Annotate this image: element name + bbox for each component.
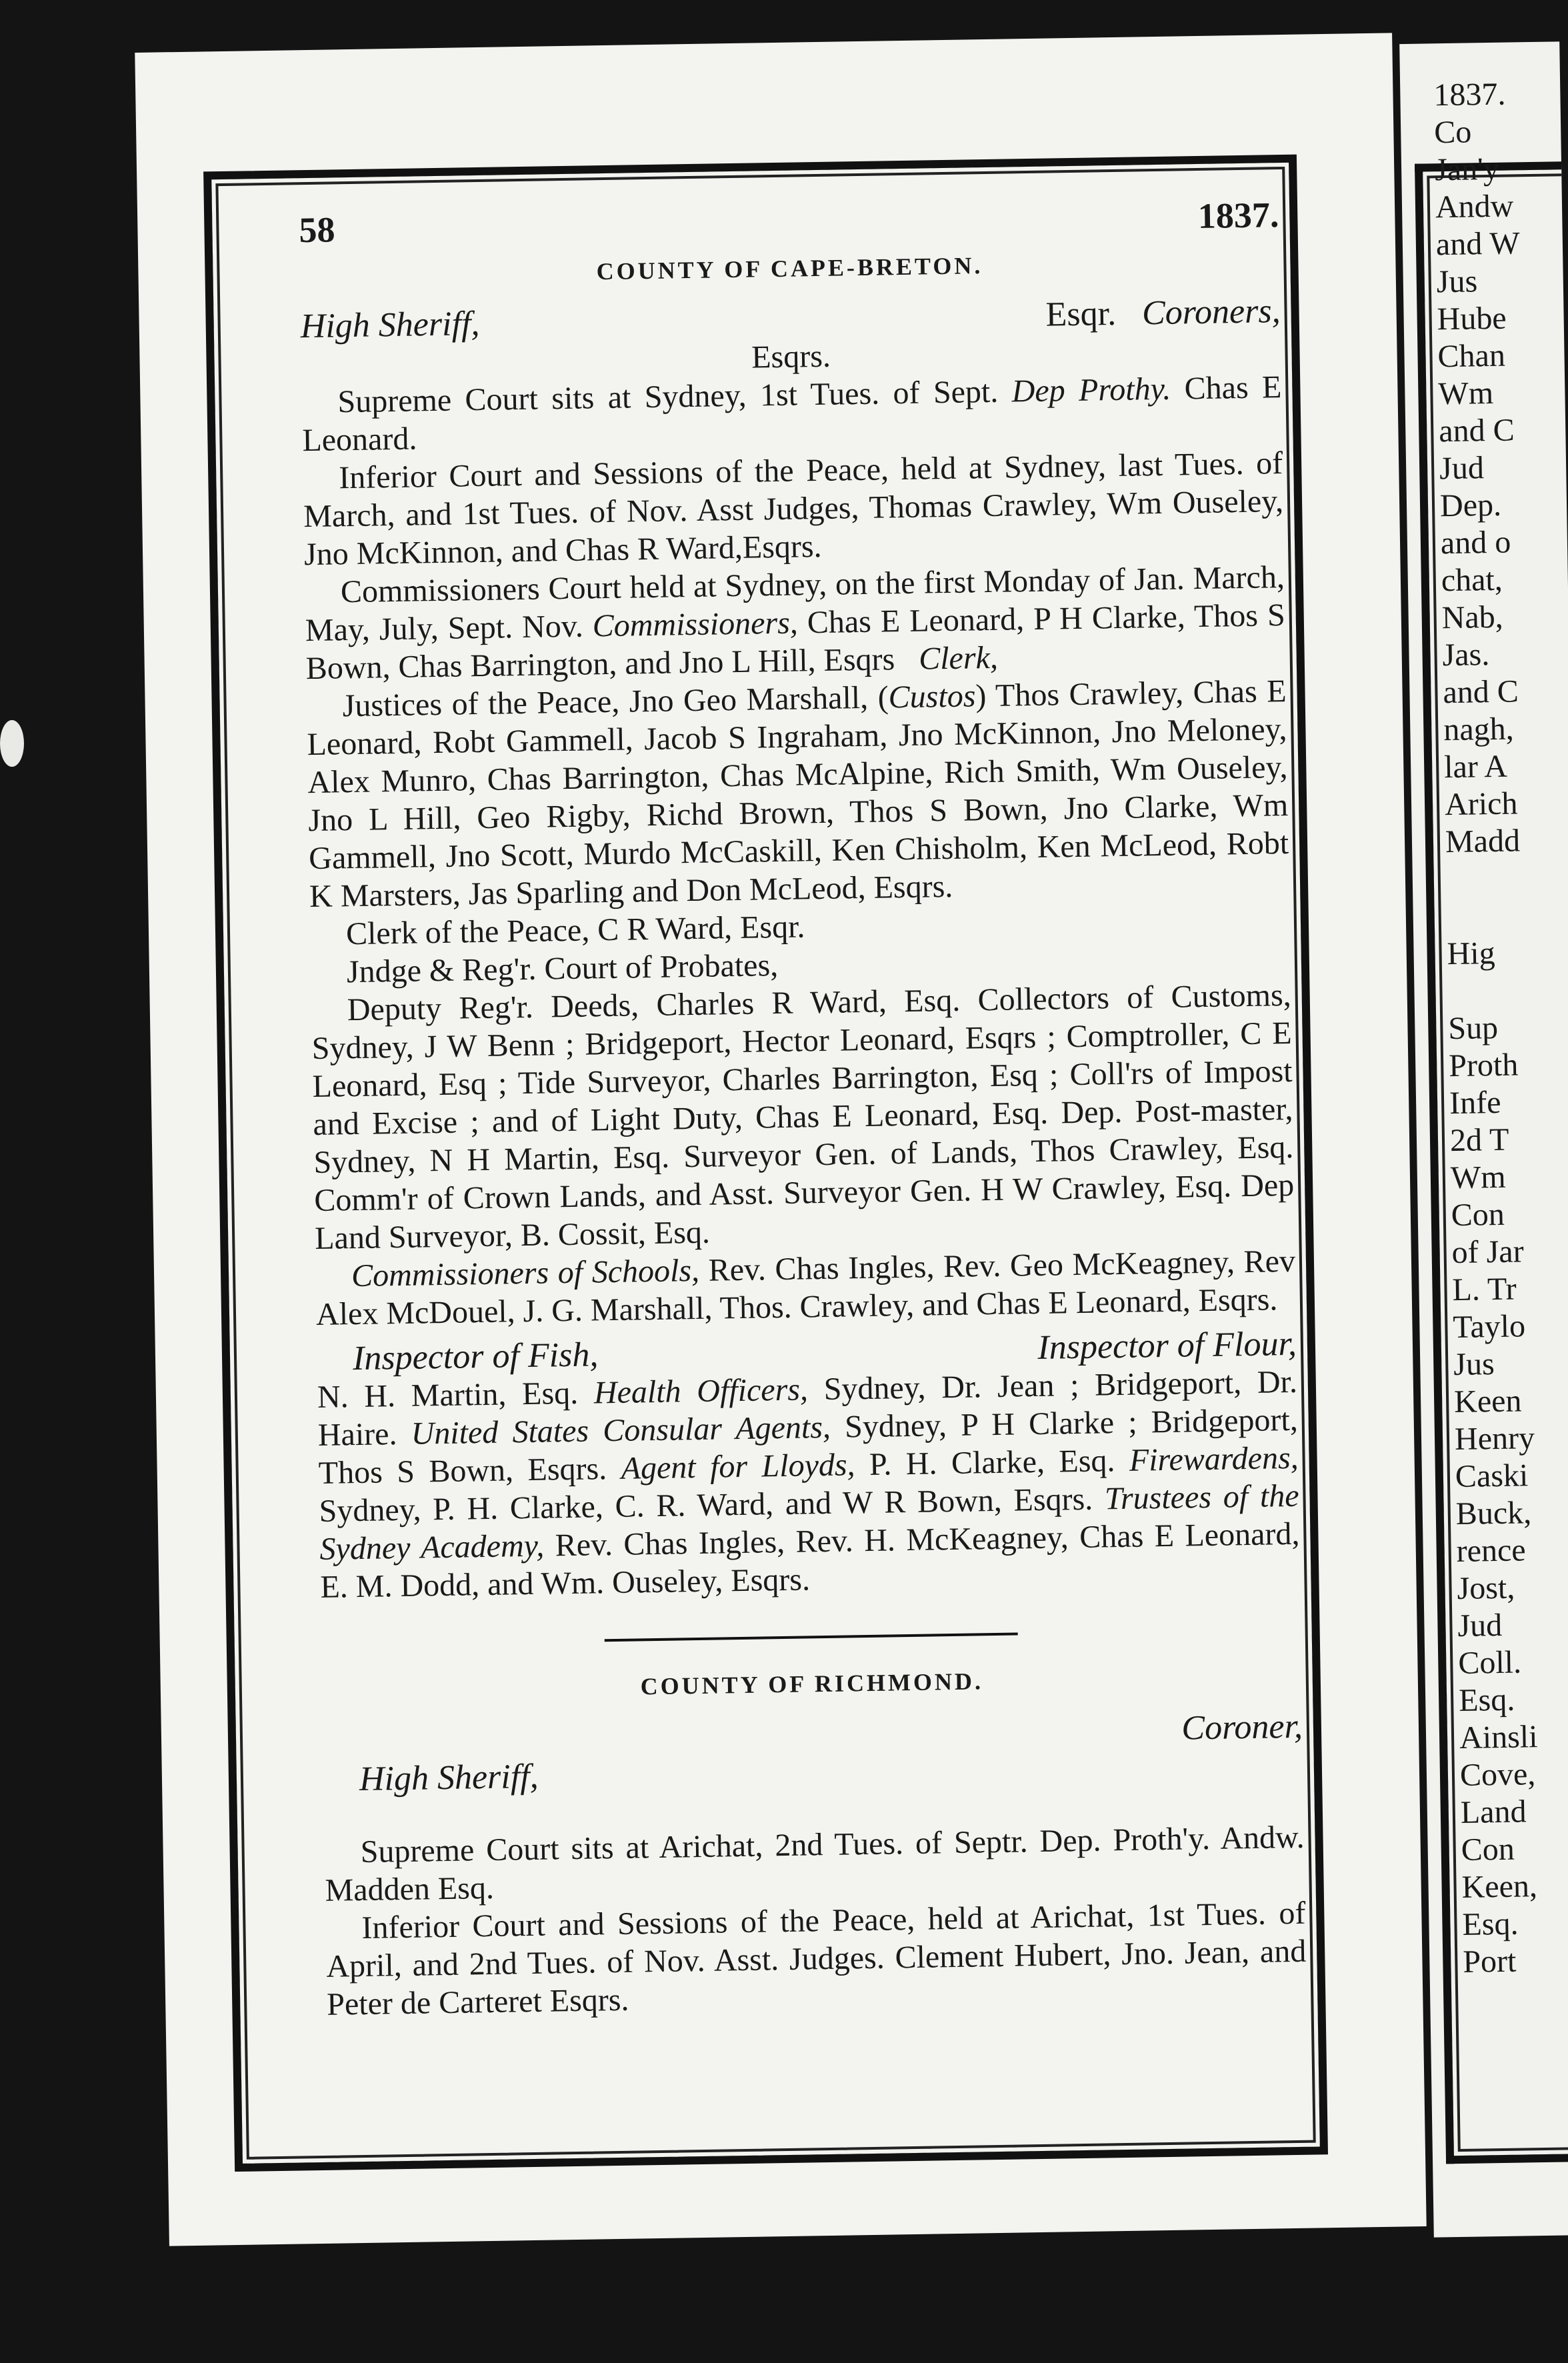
health-text: Sydney, Dr. Jean ; Bridgeport, Dr. Haire. xyxy=(317,1364,1298,1453)
richmond-heading: COUNTY OF RICHMOND. xyxy=(640,1668,984,1700)
commissioners-of-schools xyxy=(315,1242,1297,1334)
facing-line: and C xyxy=(1438,412,1515,449)
custos-label: Custos xyxy=(888,678,976,715)
facing-line: Caski xyxy=(1455,1458,1529,1495)
facing-line xyxy=(1447,970,1568,1010)
schools-label: Commissioners of Schools, xyxy=(351,1252,700,1294)
facing-line: and o xyxy=(1440,524,1511,561)
lloyds-label: Agent for Lloyds, xyxy=(621,1447,855,1486)
richmond-sheriff-label: High Sheriff, xyxy=(359,1757,539,1799)
dep-prothy-label: Dep Prothy. xyxy=(1011,371,1171,409)
page-number: 58 xyxy=(299,209,335,251)
officers-paragraph xyxy=(317,1363,1301,1606)
facing-line: nagh, xyxy=(1443,711,1515,748)
justices-text-b: ) Thos Crawley, Chas E Leonard, Robt Gammell, Jacob S Ingraham, Jno McKinnon, Jno Meloney, Alex Munro, Chas Barrington, Chas McAlpine, Rich Smith, Wm Ouseley, Jno L Hill, Geo Rigby, Richd Brown, Thos S Bown, Jno Clarke, Wm Gammell, Jno Scott, Murdo McCaskill, Ken Chisholm, Ken McLeod, Robt K Marsters, Jas Sparling and Don McLeod, Esqrs. xyxy=(307,673,1289,915)
facing-line: Buck, xyxy=(1455,1495,1532,1532)
firewardens-label: Firewardens, xyxy=(1129,1440,1299,1478)
facing-line: and W xyxy=(1435,225,1521,263)
facing-line: Henry xyxy=(1454,1420,1535,1458)
page-border xyxy=(203,155,1328,2172)
sheriff-label: High Sheriff, xyxy=(300,304,480,346)
commissioners-court-text-b: Chas E Leonard, P H Clarke, Thos S Bown, Chas Barrington, and Jno L Hill, Esqrs xyxy=(305,597,1286,687)
judge-probates: Jndge & Reg'r. Court of Probates, xyxy=(346,947,779,990)
inferior-court-richmond: Inferior Court and Sessions of the Peace, held at Arichat, 1st Tues. of April, and 2nd Tues. of Nov. Asst. Judges. Clement Hubert, Jno. Jean, and Peter de Carteret Esqrs. xyxy=(325,1895,1307,2022)
consular-label: United States Consular Agents, xyxy=(411,1409,831,1452)
coroners-esqrs: Esqrs. xyxy=(751,338,831,375)
facing-line: Nab, xyxy=(1441,599,1504,636)
facing-page-content xyxy=(1433,75,1568,1980)
facing-line: Ainsli xyxy=(1459,1719,1538,1756)
trustees-label: Trustees of the Sydney Academy, xyxy=(319,1478,1299,1567)
facing-year: 1837. xyxy=(1433,76,1506,113)
page-content xyxy=(299,196,1307,2024)
cape-breton-heading: COUNTY OF CAPE-BRETON. xyxy=(596,252,983,285)
facing-line: Madd xyxy=(1445,823,1521,860)
richmond-coroner-label: Coroner, xyxy=(1181,1707,1303,1748)
facing-line: of Jar xyxy=(1451,1234,1525,1271)
facing-line: Jus xyxy=(1453,1346,1495,1383)
schools-text: Rev. Chas Ingles, Rev. Geo McKeagney, Rev Alex McDouel, J. G. Marshall, Thos. Crawley, and Chas E Leonard, Esqrs. xyxy=(315,1243,1296,1332)
facing-line xyxy=(1446,895,1568,935)
facing-line: Arich xyxy=(1444,785,1518,823)
book-page xyxy=(135,33,1426,2246)
facing-line: Port xyxy=(1462,1943,1517,1980)
facing-page xyxy=(1399,41,1568,2237)
deputy-registrar: Deputy Reg'r. Deeds, Charles R Ward, Esq. Collectors of Customs, Sydney, J W Benn ; Bridgeport, Hector Leonard, Esqrs ; Comptroller, C E Leonard, Esq ; Tide Surveyor, Charles Barrington, Esq ; Coll'rs of Impost and Excise ; and of Light Duty, Chas E Leonard, Esq. Dep. Post-master, Sydney, N H Martin, Esq. Surveyor Gen. of Lands, Thos Crawley, Esq. Comm'r of Crown Lands, and Asst. Surveyor Gen. H W Crawley, Esq. Dep Land Surveyor, B. Cossit, Esq. xyxy=(311,977,1295,1256)
firewardens-text: Sydney, P. H. Clarke, C. R. Ward, and W R Bown, Esqrs. xyxy=(319,1481,1093,1529)
clerk-of-peace: Clerk of the Peace, C R Ward, Esqr. xyxy=(345,909,805,952)
facing-line: Taylo xyxy=(1452,1308,1526,1346)
facing-line: Chan xyxy=(1437,337,1506,375)
supreme-court-text: Supreme Court sits at Sydney, 1st Tues. of Sept. xyxy=(337,373,999,420)
facing-line: Land xyxy=(1460,1794,1527,1830)
facing-line: chat, xyxy=(1441,561,1503,599)
facing-line: Keen, xyxy=(1461,1868,1538,1905)
coroners-group xyxy=(1045,292,1281,334)
facing-line: Jost, xyxy=(1457,1570,1515,1607)
commissioners-court xyxy=(305,558,1287,687)
health-label: Health Officers, xyxy=(593,1372,809,1411)
page-year: 1837. xyxy=(1197,195,1279,236)
inferior-court-cape-breton: Inferior Court and Sessions of the Peace, held at Sydney, last Tues. of March, and 1st Tues. of Nov. Asst Judges, Thomas Crawley, Wm Ouseley, Jno McKinnon, and Chas R Ward,Esqrs. xyxy=(303,445,1284,573)
facing-line: Sup xyxy=(1447,1009,1499,1047)
facing-line: Jud xyxy=(1439,450,1485,487)
commissioners-label: Commissioners, xyxy=(592,605,799,644)
dep-prothy-name: Chas E Leonard. xyxy=(302,369,1282,459)
page-header xyxy=(299,196,1279,249)
facing-line: Jas. xyxy=(1442,637,1490,673)
justices-of-peace xyxy=(306,672,1289,915)
facing-line: Hig xyxy=(1447,935,1496,972)
section-divider xyxy=(605,1633,1018,1642)
facing-line: Proth xyxy=(1448,1047,1519,1084)
facing-line: Hube xyxy=(1437,300,1507,337)
facing-line: Co xyxy=(1433,114,1472,151)
facing-line: Jud xyxy=(1457,1607,1503,1644)
martin-text: N. H. Martin, Esq. xyxy=(317,1375,579,1415)
facing-line: Infe xyxy=(1449,1084,1501,1121)
justices-text-a: Justices of the Peace, Jno Geo Marshall, ( xyxy=(342,679,889,724)
facing-line: lar A xyxy=(1443,748,1508,785)
clerk-label: Clerk, xyxy=(918,639,999,677)
lloyds-text: P. H. Clarke, Esq. xyxy=(869,1443,1115,1482)
sheriff-esqr: Esqr. xyxy=(1045,294,1117,334)
facing-line: Dep. xyxy=(1439,487,1502,524)
facing-line: Keen xyxy=(1453,1383,1522,1420)
facing-line: 2d T xyxy=(1449,1121,1509,1159)
facing-line: Wm xyxy=(1438,375,1494,412)
fish-label: Inspector of Fish, xyxy=(352,1336,599,1378)
consular-text: Sydney, P H Clarke ; Bridgeport, Thos S Bown, Esqrs. xyxy=(318,1402,1299,1491)
facing-line: rence xyxy=(1456,1532,1527,1570)
facing-line: Jus xyxy=(1436,263,1478,300)
facing-line: Con xyxy=(1461,1831,1515,1868)
facing-line: Con xyxy=(1451,1196,1505,1234)
facing-line xyxy=(1445,858,1568,898)
facing-line: Cove, xyxy=(1459,1756,1536,1793)
flour-label: Inspector of Flour, xyxy=(1037,1324,1297,1367)
facing-line: Wm xyxy=(1450,1159,1506,1196)
coroners-label: Coroners, xyxy=(1141,292,1281,333)
facing-line: Jan'y xyxy=(1434,151,1500,188)
commissioners-court-text-a: Commissioners Court held at Sydney, on the first Monday of Jan. March, May, July, Sept. Nov. xyxy=(305,559,1285,649)
scan-blot xyxy=(0,720,24,767)
facing-line: and C xyxy=(1443,673,1519,711)
trustees-text: Rev. Chas Ingles, Rev. H. McKeagney, Chas E Leonard, E. M. Dodd, and Wm. Ouseley, Esqrs. xyxy=(320,1516,1300,1605)
facing-line: Andw xyxy=(1435,188,1514,225)
facing-line: Esq. xyxy=(1462,1906,1519,1942)
supreme-court-richmond: Supreme Court sits at Arichat, 2nd Tues. of Septr. Dep. Proth'y. Andw. Madden Esq. xyxy=(325,1819,1305,1908)
facing-line: L. Tr xyxy=(1452,1271,1517,1308)
facing-line: Coll. xyxy=(1457,1644,1522,1681)
facing-line: Esq. xyxy=(1458,1682,1515,1718)
